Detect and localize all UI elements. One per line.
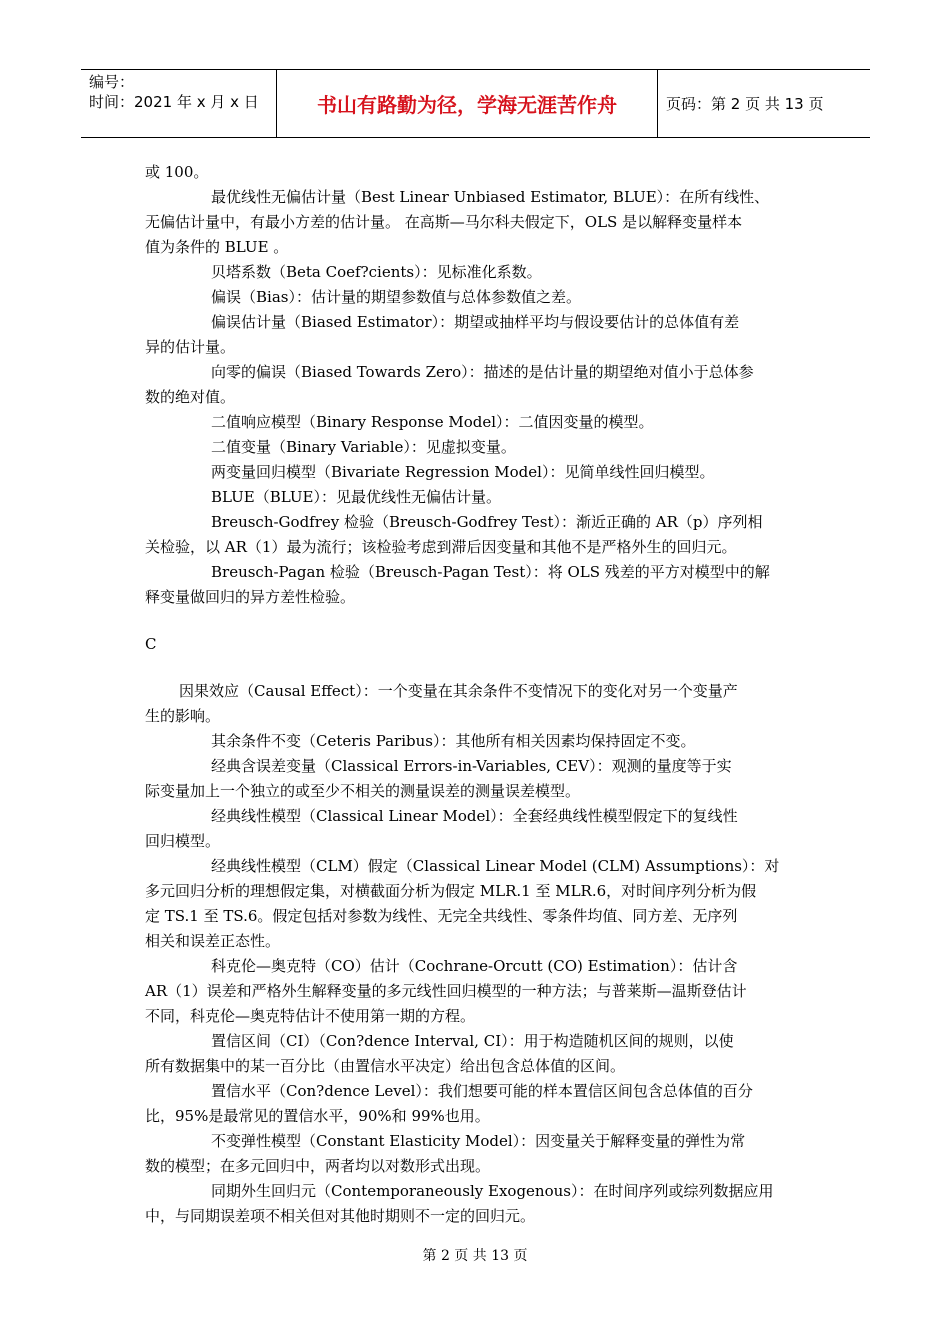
text-line: 无偏估计量中，有最小方差的估计量。 在高斯—马尔科夫假定下，OLS 是以解释变量样本: [145, 213, 743, 231]
glossary-entry-start: 两变量回归模型（Bivariate Regression Model）：见简单线性回归模型。: [211, 463, 715, 481]
glossary-entry-start: 因果效应（Causal Effect）：一个变量在其余条件不变情况下的变化对另一个变量产: [179, 682, 738, 700]
glossary-entry-start: 经典线性模型（CLM）假定（Classical Linear Model (CLM) Assumptions）：对: [211, 857, 780, 875]
glossary-entry-start: 二值变量（Binary Variable）：见虚拟变量。: [211, 438, 516, 456]
header-page-cell: [658, 70, 870, 137]
text-line: 值为条件的 BLUE 。: [145, 238, 289, 256]
text-line: 际变量加上一个独立的或至少不相关的测量误差的测量误差模型。: [145, 782, 581, 800]
glossary-entry-start: 偏误估计量（Biased Estimator）：期望或抽样平均与假设要估计的总体值有差: [211, 313, 740, 331]
serial-number-label: 编号：: [89, 73, 135, 91]
text-line: 生的影响。: [145, 707, 221, 725]
text-line: 数的模型；在多元回归中，两者均以对数形式出现。: [145, 1157, 491, 1175]
glossary-entry-start: 贝塔系数（Beta Coef?cients）：见标准化系数。: [211, 263, 542, 281]
glossary-entry-start: Breusch-Pagan 检验（Breusch-Pagan Test）：将 OLS 残差的平方对模型中的解: [211, 563, 770, 581]
text-line: 多元回归分析的理想假定集，对横截面分析为假定 MLR.1 至 MLR.6，对时间序列分析为假: [145, 882, 757, 900]
glossary-entry-start: 经典线性模型（Classical Linear Model）：全套经典线性模型假定下的复线性: [211, 807, 738, 825]
glossary-entry-start: 置信水平（Con?dence Level）：我们想要可能的样本置信区间包含总体值的百分: [211, 1082, 753, 1100]
text-line: 关检验，以 AR（1）最为流行；该检验考虑到滞后因变量和其他不是严格外生的回归元。: [145, 538, 737, 556]
text-line: 释变量做回归的异方差性检验。: [145, 588, 356, 606]
glossary-entry-start: 置信区间（CI）（Con?dence Interval, CI）：用于构造随机区间的规则，以使: [211, 1032, 734, 1050]
glossary-entry-start: Breusch-Godfrey 检验（Breusch-Godfrey Test）：渐近正确的 AR（p）序列相: [211, 513, 763, 531]
date-label: 时间：2021 年 x 月 x 日: [89, 93, 259, 111]
motto-text: 书山有路勤为径，学海无涯苦作舟: [317, 93, 617, 117]
glossary-entry-start: 科克伦—奥克特（CO）估计（Cochrane-Orcutt (CO) Estimation）：估计含: [211, 957, 738, 975]
text-line: 相关和误差正态性。: [145, 932, 281, 950]
glossary-entry-start: 不变弹性模型（Constant Elasticity Model）：因变量关于解释变量的弹性为常: [211, 1132, 746, 1150]
glossary-entry-start: 二值响应模型（Binary Response Model）：二值因变量的模型。: [211, 413, 654, 431]
glossary-entry-start: 偏误（Bias）：估计量的期望参数值与总体参数值之差。: [211, 288, 581, 306]
glossary-entry-start: 向零的偏误（Biased Towards Zero）：描述的是估计量的期望绝对值小于总体参: [211, 363, 754, 381]
text-line: 定 TS.1 至 TS.6。假定包括对参数为线性、无完全共线性、零条件均值、同方差、无序列: [145, 907, 738, 925]
text-line: 比，95%是最常见的置信水平，90%和 99%也用。: [145, 1107, 490, 1125]
text-line: 中，与同期误差项不相关但对其他时期则不一定的回归元。: [145, 1207, 536, 1225]
header-motto-cell: [277, 70, 658, 137]
section-heading-c: C: [145, 635, 157, 653]
glossary-entry-start: 最优线性无偏估计量（Best Linear Unbiased Estimator, BLUE）：在所有线性、: [211, 188, 770, 206]
glossary-entry-start: 同期外生回归元（Contemporaneously Exogenous）：在时间序列或综列数据应用: [211, 1182, 774, 1200]
glossary-entry-start: 其余条件不变（Ceteris Paribus）：其他所有相关因素均保持固定不变。: [211, 732, 696, 750]
text-line: 不同，科克伦—奥克特估计不使用第一期的方程。: [145, 1007, 476, 1025]
text-line: 回归模型。: [145, 832, 221, 850]
text-line: 所有数据集中的某一百分比（由置信水平决定）给出包含总体值的区间。: [145, 1057, 626, 1075]
page-number-label: 页码：第 2 页 共 13 页: [666, 95, 824, 113]
glossary-entry-start: BLUE（BLUE）：见最优线性无偏估计量。: [211, 488, 502, 506]
text-line: 数的绝对值。: [145, 388, 236, 406]
text-line: AR（1）误差和严格外生解释变量的多元线性回归模型的一种方法；与普莱斯—温斯登估计: [145, 982, 747, 1000]
page-footer: 第 2 页 共 13 页: [422, 1248, 528, 1264]
text-line: 或 100。: [145, 163, 209, 181]
page-header: [81, 69, 870, 138]
glossary-entry-start: 经典含误差变量（Classical Errors-in-Variables, CEV）：观测的量度等于实: [211, 757, 732, 775]
text-line: 异的估计量。: [145, 338, 236, 356]
header-meta-cell: [81, 70, 277, 137]
